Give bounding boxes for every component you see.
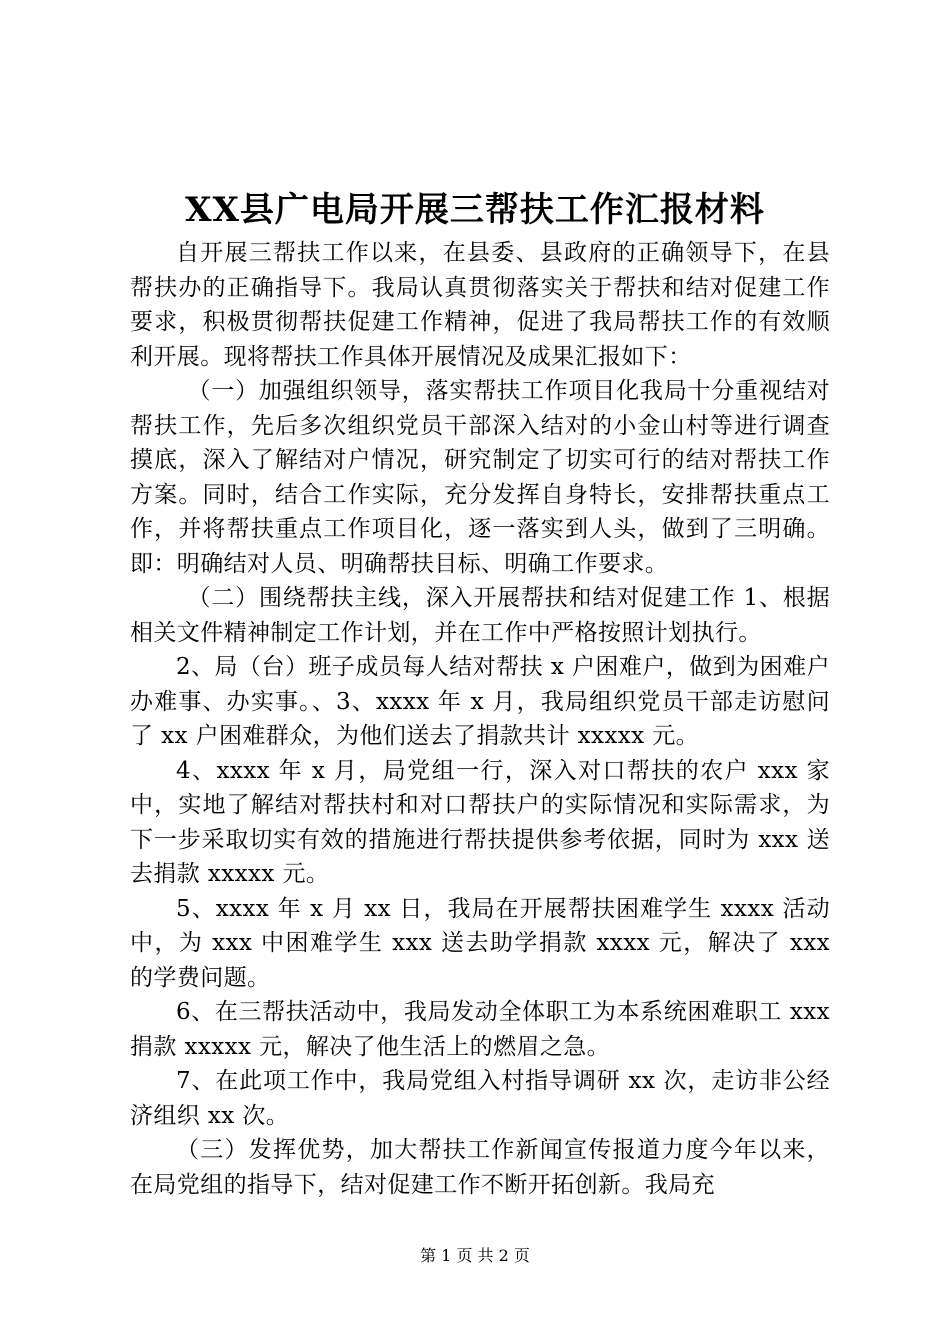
paragraph-item-6: 6、在三帮扶活动中，我局发动全体职工为本系统困难职工 xxx 捐款 xxxxx 元，解决了他生活上的燃眉之急。 bbox=[130, 999, 830, 1060]
document-body bbox=[130, 236, 830, 1202]
paragraph-section-3: （三）发挥优势，加大帮扶工作新闻宣传报道力度今年以来，在局党组的指导下，结对促建工作不断开拓创新。我局充 bbox=[130, 1137, 830, 1198]
paragraph-item-5: 5、xxxx 年 x 月 xx 日，我局在开展帮扶困难学生 xxxx 活动中，为 xxx 中困难学生 xxx 送去助学捐款 xxxx 元，解决了 xxx 的学费问题。 bbox=[130, 895, 830, 991]
paragraph-section-1: （一）加强组织领导，落实帮扶工作项目化我局十分重视结对帮扶工作，先后多次组织党员干部深入结对的小金山村等进行调查摸底，深入了解结对户情况，研究制定了切实可行的结对帮扶工作方案。同时，结合工作实际，充分发挥自身特长，安排帮扶重点工作，并将帮扶重点工作项目化，逐一落实到人头，做到了三明确。即：明确结对人员、明确帮扶目标、明确工作要求。 bbox=[130, 378, 830, 577]
paragraph-section-2: （二）围绕帮扶主线，深入开展帮扶和结对促建工作 1、根据相关文件精神制定工作计划，并在工作中严格按照计划执行。 bbox=[130, 585, 830, 646]
paragraph-item-4: 4、xxxx 年 x 月，局党组一行，深入对口帮扶的农户 xxx 家中，实地了解结对帮扶村和对口帮扶户的实际情况和实际需求，为下一步采取切实有效的措施进行帮扶提供参考依据，同时为 xxx 送去捐款 xxxxx 元。 bbox=[130, 757, 830, 887]
page-footer: 第 1 页 共 2 页 bbox=[420, 1246, 530, 1265]
paragraph-item-7: 7、在此项工作中，我局党组入村指导调研 xx 次，走访非公经济组织 xx 次。 bbox=[130, 1068, 830, 1129]
paragraph-intro: 自开展三帮扶工作以来，在县委、县政府的正确领导下，在县帮扶办的正确指导下。我局认真贯彻落实关于帮扶和结对促建工作要求，积极贯彻帮扶促建工作精神，促进了我局帮扶工作的有效顺利开展。现将帮扶工作具体开展情况及成果汇报如下： bbox=[130, 240, 830, 370]
document-title: XX县广电局开展三帮扶工作汇报材料 bbox=[185, 190, 765, 230]
paragraph-item-2: 2、局（台）班子成员每人结对帮扶 x 户困难户，做到为困难户办难事、办实事。、3、xxxx 年 x 月，我局组织党员干部走访慰问了 xx 户困难群众，为他们送去了捐款共计 xxxxx 元。 bbox=[130, 654, 830, 749]
